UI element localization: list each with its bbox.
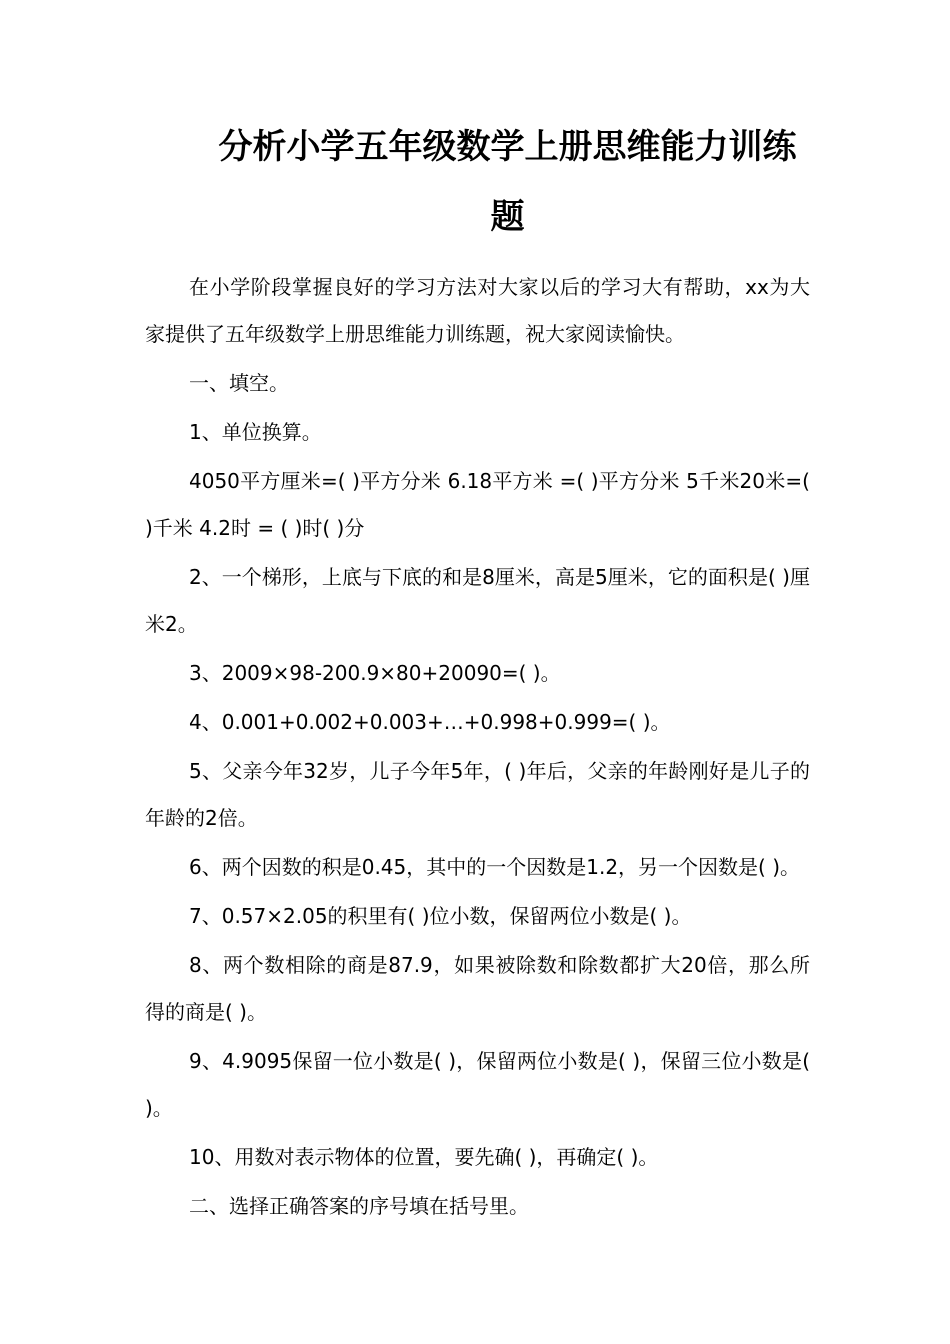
- question-2: 2、一个梯形，上底与下底的和是8厘米，高是5厘米，它的面积是( )厘米2。: [145, 565, 810, 636]
- intro-paragraph: 在小学阶段掌握良好的学习方法对大家以后的学习大有帮助，xx为大家提供了五年级数学上册思维能力训练题，祝大家阅读愉快。: [145, 275, 810, 346]
- question-1-content: 4050平方厘米=( )平方分米 6.18平方米 =( )平方分米 5千米20米=( )千米 4.2时 = ( )时( )分: [145, 469, 810, 540]
- title-line-2: 题: [490, 197, 525, 237]
- section-heading-fill-blank: 一、填空。: [189, 371, 289, 395]
- question-7: 7、0.57×2.05的积里有( )位小数，保留两位小数是( )。: [189, 904, 692, 928]
- question-8: 8、两个数相除的商是87.9，如果被除数和除数都扩大20倍，那么所得的商是( )。: [145, 953, 810, 1024]
- document-title: [145, 112, 810, 252]
- question-5: 5、父亲今年32岁，儿子今年5年，( )年后，父亲的年龄刚好是儿子的年龄的2倍。: [145, 759, 810, 830]
- question-4: 4、0.001+0.002+0.003+…+0.998+0.999=( )。: [189, 710, 671, 734]
- question-6: 6、两个因数的积是0.45，其中的一个因数是1.2，另一个因数是( )。: [189, 855, 801, 879]
- document-body: [145, 264, 810, 1230]
- question-3: 3、2009×98-200.9×80+20090=( )。: [189, 661, 561, 685]
- section-heading-multiple-choice: 二、选择正确答案的序号填在括号里。: [189, 1194, 529, 1218]
- question-10: 10、用数对表示物体的位置，要先确( )，再确定( )。: [189, 1145, 659, 1169]
- title-line-1: 分析小学五年级数学上册思维能力训练: [218, 127, 797, 167]
- question-1: 1、单位换算。: [189, 420, 322, 444]
- question-9: 9、4.9095保留一位小数是( )，保留两位小数是( )，保留三位小数是( )。: [145, 1049, 810, 1120]
- document-page: [145, 112, 810, 1232]
